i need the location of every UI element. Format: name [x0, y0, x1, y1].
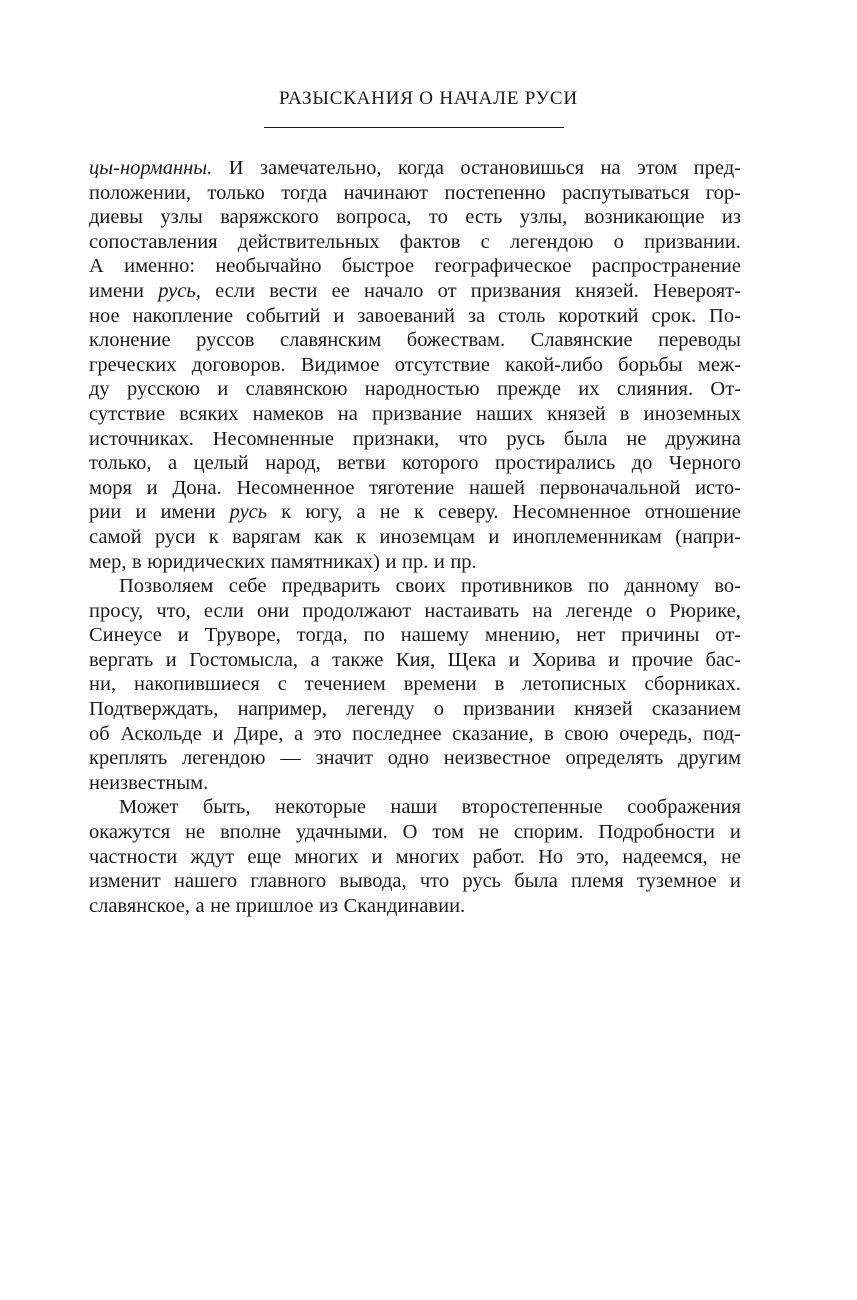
text-line: рии и имени русь к югу, а не к северу. Несомненное отношение: [89, 501, 741, 524]
running-header-title: РАЗЫСКАНИЯ О НАЧАЛЕ РУСИ: [279, 88, 578, 109]
text-line: мер, в юридических памятниках) и пр. и пр.: [89, 550, 477, 573]
text-line: только, а целый народ, ветви которого простирались до Черного: [89, 452, 741, 475]
text-line: диевы узлы варяжского вопроса, то есть узлы, возникающие из: [89, 206, 741, 229]
text-line: Подтверждать, например, легенду о призвании князей сказанием: [89, 698, 741, 721]
body-text: [89, 156, 741, 918]
running-header: [0, 88, 857, 110]
text-line: сопоставления действительных фактов с легендою о призвании.: [89, 230, 741, 253]
text-line: креплять легендою — значит одно неизвестное определять другим: [89, 747, 741, 770]
text-line: вергать и Гостомысла, а также Кия, Щека и Хорива и прочие бас-: [89, 648, 741, 671]
text-line: ни, накопившиеся с течением времени в летописных сборниках.: [89, 673, 741, 696]
text-line: клонение руссов славянским божествам. Славянские переводы: [89, 329, 741, 352]
text-line: просу, что, если они продолжают настаивать на легенде о Рюрике,: [89, 599, 741, 622]
header-rule: [264, 127, 564, 128]
text-line: изменит нашего главного вывода, что русь была племя туземное и: [89, 870, 741, 893]
text-line: Позволяем себе предварить своих противников по данному во-: [119, 575, 741, 598]
text-line: А именно: необычайно быстрое географическое распространение: [89, 255, 741, 278]
text-line: об Аскольде и Дире, а это последнее сказание, в свою очередь, под-: [89, 722, 741, 745]
text-line: сутствие всяких намеков на призвание наших князей в иноземных: [89, 402, 741, 425]
text-line: частности ждут еще многих и многих работ. Но это, надеемся, не: [89, 845, 741, 868]
text-line: славянское, а не пришлое из Скандинавии.: [89, 894, 466, 917]
text-line: греческих договоров. Видимое отсутствие какой-либо борьбы меж-: [89, 353, 741, 376]
text-line: имени русь, если вести ее начало от призвания князей. Невероят-: [89, 279, 741, 302]
text-line: неизвестным.: [89, 771, 209, 794]
text-line: положении, только тогда начинают постепенно распутываться гор-: [89, 181, 741, 204]
text-line: цы-норманны. И замечательно, когда остановишься на этом пред-: [89, 157, 741, 179]
text-line: ду русскою и славянскою народностью прежде их слияния. От-: [89, 378, 741, 401]
text-line: моря и Дона. Несомненное тяготение нашей первоначальной исто-: [89, 476, 741, 499]
text-line: источниках. Несомненные признаки, что русь была не дружина: [89, 427, 741, 450]
text-line: окажутся не вполне удачными. О том не спорим. Подробности и: [89, 821, 741, 844]
text-line: ное накопление событий и завоеваний за столь короткий срок. По-: [89, 304, 741, 327]
text-line: Может быть, некоторые наши второстепенные соображения: [119, 796, 741, 819]
text-line: самой руси к варягам как к иноземцам и иноплеменникам (напри-: [89, 525, 741, 548]
text-line: Синеусе и Труворе, тогда, по нашему мнению, нет причины от-: [89, 624, 741, 647]
